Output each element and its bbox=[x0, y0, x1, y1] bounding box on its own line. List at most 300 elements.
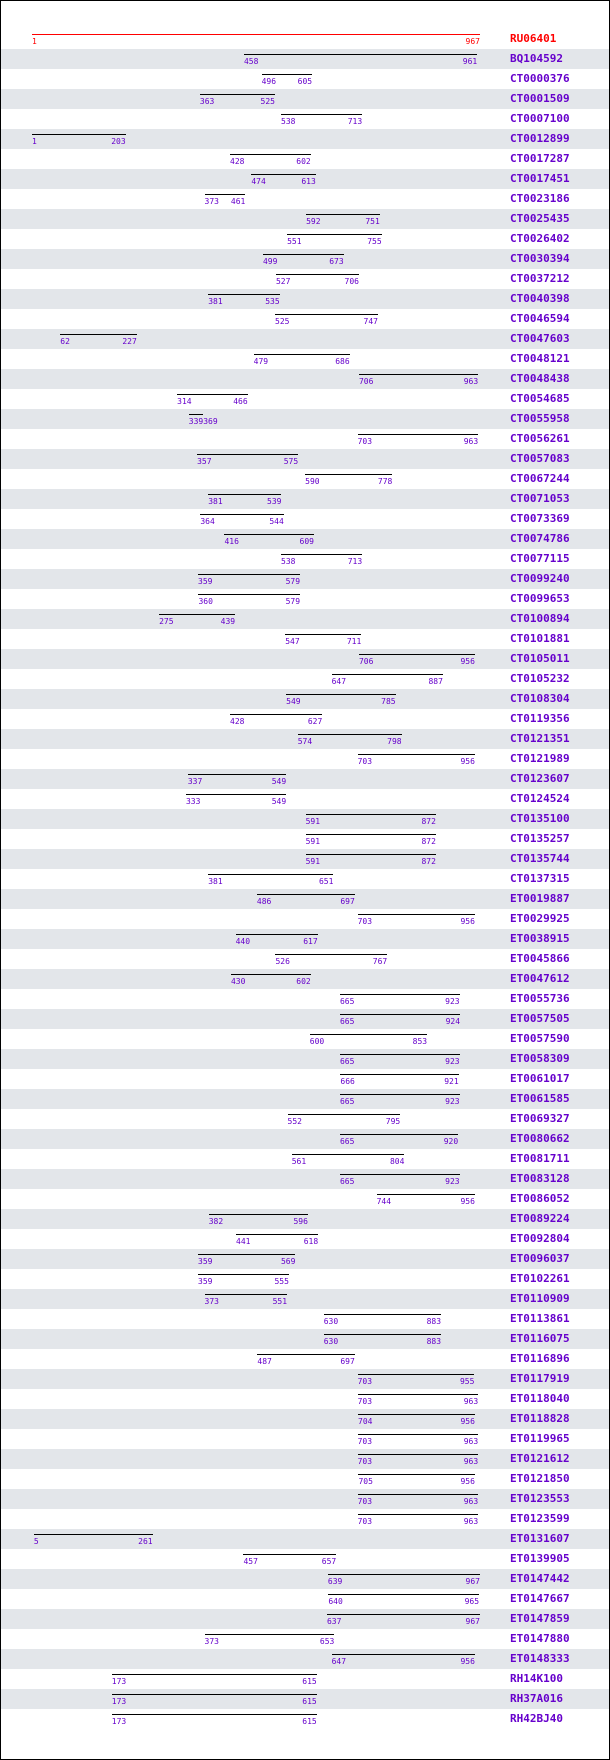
alignment-row bbox=[1, 169, 609, 189]
sequence-id-label: CT0121989 bbox=[510, 752, 570, 765]
start-position-label: 527 bbox=[275, 277, 291, 286]
start-position-label: 547 bbox=[285, 637, 300, 646]
alignment-segment bbox=[200, 514, 283, 515]
end-position-label: 883 bbox=[426, 1337, 442, 1346]
sequence-id-label: ET0080662 bbox=[510, 1132, 570, 1145]
alignment-row bbox=[1, 1449, 609, 1469]
start-position-label: 706 bbox=[358, 377, 374, 386]
sequence-id-label: ET0102261 bbox=[510, 1272, 570, 1285]
alignment-row bbox=[1, 1509, 609, 1529]
alignment-segment bbox=[340, 1174, 460, 1175]
start-position-label: 173 bbox=[111, 1677, 127, 1686]
start-position-label: 487 bbox=[257, 1357, 272, 1366]
start-position-label: 591 bbox=[305, 857, 321, 866]
start-position-label: 706 bbox=[358, 657, 374, 666]
start-position-label: 373 bbox=[204, 197, 219, 206]
alignment-row bbox=[1, 969, 609, 989]
sequence-id-label: CT0023186 bbox=[510, 192, 570, 205]
alignment-segment bbox=[230, 154, 311, 155]
alignment-row bbox=[1, 349, 609, 369]
start-position-label: 360 bbox=[198, 597, 213, 606]
alignment-row bbox=[1, 569, 609, 589]
sequence-id-label: ET0139905 bbox=[510, 1552, 570, 1565]
sequence-id-label: CT0108304 bbox=[510, 692, 570, 705]
alignment-row bbox=[1, 729, 609, 749]
alignment-segment bbox=[377, 1194, 475, 1195]
end-position-label: 697 bbox=[340, 1357, 355, 1366]
alignment-segment bbox=[292, 1154, 405, 1155]
alignment-row bbox=[1, 1409, 609, 1429]
sequence-id-label: CT0067244 bbox=[510, 472, 570, 485]
alignment-segment bbox=[198, 594, 300, 595]
alignment-row bbox=[1, 1129, 609, 1149]
alignment-row bbox=[1, 1369, 609, 1389]
start-position-label: 486 bbox=[256, 897, 272, 906]
end-position-label: 549 bbox=[271, 797, 287, 806]
alignment-segment bbox=[186, 794, 286, 795]
start-position-label: 705 bbox=[358, 1477, 373, 1486]
sequence-id-label: ET0116075 bbox=[510, 1332, 570, 1345]
start-position-label: 359 bbox=[198, 1257, 213, 1266]
alignment-row bbox=[1, 329, 609, 349]
end-position-label: 535 bbox=[265, 297, 280, 306]
end-position-label: 539 bbox=[267, 497, 282, 506]
alignment-segment bbox=[208, 874, 333, 875]
end-position-label: 924 bbox=[445, 1017, 461, 1026]
alignment-row bbox=[1, 129, 609, 149]
start-position-label: 373 bbox=[204, 1297, 219, 1306]
sequence-id-label: ET0089224 bbox=[510, 1212, 570, 1225]
end-position-label: 963 bbox=[463, 1517, 479, 1526]
start-position-label: 552 bbox=[287, 1117, 302, 1126]
alignment-segment bbox=[112, 1674, 317, 1675]
alignment-row bbox=[1, 909, 609, 929]
alignment-row bbox=[1, 1149, 609, 1169]
sequence-id-label: CT0012899 bbox=[510, 132, 570, 145]
start-position-label: 381 bbox=[208, 497, 223, 506]
start-position-label: 640 bbox=[328, 1597, 343, 1606]
end-position-label: 466 bbox=[233, 397, 248, 406]
alignment-segment bbox=[306, 834, 436, 835]
end-position-label: 965 bbox=[464, 1597, 480, 1606]
start-position-label: 173 bbox=[111, 1697, 127, 1706]
alignment-segment bbox=[251, 174, 315, 175]
end-position-label: 525 bbox=[260, 97, 275, 106]
alignment-row bbox=[1, 789, 609, 809]
alignment-segment bbox=[281, 114, 362, 115]
sequence-id-label: CT0037212 bbox=[510, 272, 570, 285]
sequence-id-label: ET0110909 bbox=[510, 1292, 570, 1305]
end-position-label: 872 bbox=[421, 817, 436, 826]
sequence-id-label: ET0045866 bbox=[510, 952, 570, 965]
alignment-row bbox=[1, 109, 609, 129]
start-position-label: 665 bbox=[339, 1097, 355, 1106]
alignment-row bbox=[1, 1529, 609, 1549]
start-position-label: 551 bbox=[287, 237, 302, 246]
alignment-segment bbox=[276, 274, 359, 275]
start-position-label: 430 bbox=[230, 977, 246, 986]
sequence-id-label: ET0038915 bbox=[510, 932, 570, 945]
sequence-id-label: ET0069327 bbox=[510, 1112, 570, 1125]
sequence-id-label: CT0048438 bbox=[510, 372, 570, 385]
sequence-id-label: CT0055958 bbox=[510, 412, 570, 425]
alignment-segment bbox=[324, 1334, 441, 1335]
start-position-label: 647 bbox=[331, 1657, 347, 1666]
start-position-label: 441 bbox=[236, 1237, 251, 1246]
alignment-segment bbox=[198, 1254, 295, 1255]
alignment-segment bbox=[306, 814, 436, 815]
start-position-label: 357 bbox=[197, 457, 212, 466]
sequence-id-label: CT0047603 bbox=[510, 332, 570, 345]
alignment-row bbox=[1, 1189, 609, 1209]
end-position-label: 751 bbox=[365, 217, 380, 226]
sequence-id-label: CT0101881 bbox=[510, 632, 570, 645]
sequence-id-label: ET0123599 bbox=[510, 1512, 570, 1525]
sequence-id-label: CT0135744 bbox=[510, 852, 570, 865]
start-position-label: 364 bbox=[200, 517, 215, 526]
alignment-segment bbox=[254, 354, 350, 355]
start-position-label: 62 bbox=[60, 337, 70, 346]
start-position-label: 647 bbox=[331, 677, 347, 686]
sequence-id-label: ET0092804 bbox=[510, 1232, 570, 1245]
alignment-row bbox=[1, 1229, 609, 1249]
alignment-row bbox=[1, 1589, 609, 1609]
alignment-segment bbox=[198, 574, 300, 575]
end-position-label: 923 bbox=[445, 1097, 460, 1106]
alignment-segment bbox=[358, 1434, 479, 1435]
start-position-label: 1 bbox=[32, 37, 37, 46]
sequence-id-label: CT0099653 bbox=[510, 592, 570, 605]
start-position-label: 538 bbox=[281, 557, 296, 566]
alignment-segment bbox=[205, 1294, 288, 1295]
start-position-label: 359 bbox=[198, 1277, 213, 1286]
sequence-id-label: ET0121850 bbox=[510, 1472, 570, 1485]
sequence-id-label: ET0081711 bbox=[510, 1152, 570, 1165]
start-position-label: 526 bbox=[275, 957, 290, 966]
sequence-id-label: CT0123607 bbox=[510, 772, 570, 785]
sequence-id-label: CT0025435 bbox=[510, 212, 570, 225]
start-position-label: 666 bbox=[340, 1077, 355, 1086]
alignment-segment bbox=[358, 914, 475, 915]
end-position-label: 956 bbox=[460, 1477, 475, 1486]
end-position-label: 795 bbox=[385, 1117, 401, 1126]
alignment-segment bbox=[198, 1274, 289, 1275]
range-label: 339369 bbox=[188, 417, 218, 426]
start-position-label: 600 bbox=[309, 1037, 325, 1046]
alignment-segment bbox=[287, 234, 382, 235]
alignment-row bbox=[1, 449, 609, 469]
alignment-row bbox=[1, 1489, 609, 1509]
sequence-id-label: ET0117919 bbox=[510, 1372, 570, 1385]
start-position-label: 381 bbox=[208, 297, 223, 306]
end-position-label: 615 bbox=[302, 1677, 317, 1686]
sequence-id-label: ET0147880 bbox=[510, 1632, 570, 1645]
alignment-row bbox=[1, 1689, 609, 1709]
start-position-label: 363 bbox=[199, 97, 215, 106]
alignment-segment bbox=[327, 1614, 480, 1615]
start-position-label: 630 bbox=[323, 1337, 339, 1346]
sequence-id-label: CT0121351 bbox=[510, 732, 570, 745]
alignment-segment bbox=[285, 634, 361, 635]
end-position-label: 767 bbox=[372, 957, 388, 966]
alignment-segment bbox=[306, 214, 380, 215]
alignment-segment bbox=[159, 614, 235, 615]
alignment-segment bbox=[332, 674, 443, 675]
end-position-label: 967 bbox=[465, 37, 480, 46]
start-position-label: 525 bbox=[275, 317, 290, 326]
start-position-label: 428 bbox=[230, 157, 245, 166]
alignment-row bbox=[1, 589, 609, 609]
end-position-label: 653 bbox=[319, 1637, 335, 1646]
alignment-segment bbox=[60, 334, 137, 335]
alignment-segment bbox=[205, 194, 246, 195]
sequence-id-label: CT0030394 bbox=[510, 252, 570, 265]
start-position-label: 665 bbox=[339, 1017, 355, 1026]
sequence-id-label: CT0000376 bbox=[510, 72, 570, 85]
alignment-segment bbox=[262, 74, 313, 75]
start-position-label: 474 bbox=[251, 177, 266, 186]
sequence-id-label: CT0119356 bbox=[510, 712, 570, 725]
sequence-id-label: CT0099240 bbox=[510, 572, 570, 585]
start-position-label: 637 bbox=[326, 1617, 342, 1626]
end-position-label: 686 bbox=[335, 357, 350, 366]
sequence-id-label: ET0058309 bbox=[510, 1052, 570, 1065]
alignment-segment bbox=[358, 1514, 479, 1515]
alignment-segment bbox=[298, 734, 402, 735]
end-position-label: 755 bbox=[367, 237, 382, 246]
sequence-id-label: CT0046594 bbox=[510, 312, 570, 325]
end-position-label: 872 bbox=[421, 837, 436, 846]
sequence-id-label: ET0113861 bbox=[510, 1312, 570, 1325]
end-position-label: 602 bbox=[296, 157, 311, 166]
alignment-row bbox=[1, 469, 609, 489]
alignment-row bbox=[1, 429, 609, 449]
end-position-label: 956 bbox=[460, 757, 475, 766]
alignment-row bbox=[1, 69, 609, 89]
alignment-segment bbox=[189, 414, 203, 415]
alignment-row bbox=[1, 389, 609, 409]
end-position-label: 963 bbox=[463, 1457, 479, 1466]
alignment-segment bbox=[358, 1414, 475, 1415]
start-position-label: 703 bbox=[357, 757, 373, 766]
start-position-label: 703 bbox=[357, 1457, 373, 1466]
sequence-id-label: ET0055736 bbox=[510, 992, 570, 1005]
alignment-segment bbox=[340, 1054, 460, 1055]
sequence-id-label: ET0086052 bbox=[510, 1192, 570, 1205]
sequence-id-label: ET0019887 bbox=[510, 892, 570, 905]
start-position-label: 314 bbox=[177, 397, 192, 406]
start-position-label: 337 bbox=[187, 777, 203, 786]
alignment-row bbox=[1, 549, 609, 569]
alignment-row bbox=[1, 1009, 609, 1029]
start-position-label: 591 bbox=[305, 817, 321, 826]
sequence-id-label: CT0017287 bbox=[510, 152, 570, 165]
alignment-segment bbox=[257, 1354, 354, 1355]
start-position-label: 703 bbox=[357, 1497, 373, 1506]
sequence-id-label: CT0040398 bbox=[510, 292, 570, 305]
end-position-label: 967 bbox=[465, 1577, 480, 1586]
alignment-row bbox=[1, 1629, 609, 1649]
start-position-label: 704 bbox=[358, 1417, 373, 1426]
sequence-id-label: ET0047612 bbox=[510, 972, 570, 985]
alignment-segment bbox=[340, 1094, 460, 1095]
sequence-id-label: CT0057083 bbox=[510, 452, 570, 465]
sequence-id-label: ET0029925 bbox=[510, 912, 570, 925]
end-position-label: 261 bbox=[138, 1537, 153, 1546]
sequence-id-label: RU06401 bbox=[510, 32, 557, 45]
start-position-label: 479 bbox=[253, 357, 269, 366]
alignment-segment bbox=[231, 974, 311, 975]
alignment-segment bbox=[32, 34, 480, 35]
end-position-label: 697 bbox=[340, 897, 355, 906]
start-position-label: 703 bbox=[357, 1397, 373, 1406]
sequence-id-label: ET0147667 bbox=[510, 1592, 570, 1605]
alignment-segment bbox=[208, 494, 281, 495]
alignment-segment bbox=[275, 954, 387, 955]
alignment-row bbox=[1, 1429, 609, 1449]
sequence-id-label: ET0123553 bbox=[510, 1492, 570, 1505]
end-position-label: 673 bbox=[329, 257, 344, 266]
sequence-id-label: ET0118040 bbox=[510, 1392, 570, 1405]
sequence-id-label: RH37A016 bbox=[510, 1692, 563, 1705]
alignment-row bbox=[1, 929, 609, 949]
end-position-label: 778 bbox=[377, 477, 393, 486]
alignment-row bbox=[1, 1609, 609, 1629]
alignment-segment bbox=[305, 474, 392, 475]
alignment-row bbox=[1, 1709, 609, 1729]
alignment-segment bbox=[310, 1034, 427, 1035]
alignment-row bbox=[1, 949, 609, 969]
reference-row bbox=[1, 29, 609, 49]
start-position-label: 703 bbox=[357, 1517, 373, 1526]
end-position-label: 798 bbox=[387, 737, 402, 746]
alignment-row bbox=[1, 749, 609, 769]
start-position-label: 440 bbox=[235, 937, 251, 946]
alignment-segment bbox=[112, 1714, 317, 1715]
alignment-row bbox=[1, 309, 609, 329]
alignment-segment bbox=[324, 1314, 441, 1315]
sequence-id-label: ET0118828 bbox=[510, 1412, 570, 1425]
start-position-label: 457 bbox=[243, 1557, 258, 1566]
alignment-row bbox=[1, 1049, 609, 1069]
start-position-label: 496 bbox=[261, 77, 277, 86]
end-position-label: 963 bbox=[463, 377, 479, 386]
alignment-row bbox=[1, 709, 609, 729]
alignment-row bbox=[1, 409, 609, 429]
alignment-row bbox=[1, 89, 609, 109]
sequence-id-label: ET0061017 bbox=[510, 1072, 570, 1085]
alignment-segment bbox=[359, 374, 478, 375]
alignment-row bbox=[1, 529, 609, 549]
end-position-label: 609 bbox=[299, 537, 314, 546]
start-position-label: 359 bbox=[198, 577, 213, 586]
end-position-label: 627 bbox=[307, 717, 323, 726]
alignment-segment bbox=[112, 1694, 317, 1695]
alignment-segment bbox=[358, 1374, 475, 1375]
start-position-label: 592 bbox=[306, 217, 321, 226]
start-position-label: 703 bbox=[357, 1377, 373, 1386]
alignment-row bbox=[1, 609, 609, 629]
sequence-id-label: CT0048121 bbox=[510, 352, 570, 365]
alignment-segment bbox=[358, 1394, 479, 1395]
alignment-row bbox=[1, 849, 609, 869]
end-position-label: 713 bbox=[347, 557, 363, 566]
alignment-row bbox=[1, 1349, 609, 1369]
sequence-id-label: CT0135100 bbox=[510, 812, 570, 825]
start-position-label: 428 bbox=[230, 717, 245, 726]
sequence-id-label: CT0137315 bbox=[510, 872, 570, 885]
end-position-label: 713 bbox=[347, 117, 363, 126]
alignment-row bbox=[1, 249, 609, 269]
alignment-segment bbox=[328, 1574, 480, 1575]
start-position-label: 5 bbox=[33, 1537, 39, 1546]
alignment-segment bbox=[244, 54, 477, 55]
sequence-id-label: ET0057590 bbox=[510, 1032, 570, 1045]
alignment-segment bbox=[358, 1474, 474, 1475]
end-position-label: 963 bbox=[463, 437, 479, 446]
alignment-segment bbox=[275, 314, 378, 315]
end-position-label: 613 bbox=[301, 177, 316, 186]
end-position-label: 955 bbox=[459, 1377, 475, 1386]
end-position-label: 967 bbox=[465, 1617, 480, 1626]
alignment-row bbox=[1, 509, 609, 529]
sequence-id-label: CT0135257 bbox=[510, 832, 570, 845]
start-position-label: 538 bbox=[281, 117, 296, 126]
alignment-segment bbox=[263, 254, 344, 255]
alignment-row bbox=[1, 1289, 609, 1309]
sequence-id-label: ET0057505 bbox=[510, 1012, 570, 1025]
sequence-id-label: CT0073369 bbox=[510, 512, 570, 525]
end-position-label: 651 bbox=[318, 877, 334, 886]
alignment-row bbox=[1, 1329, 609, 1349]
start-position-label: 665 bbox=[339, 1057, 355, 1066]
sequence-id-label: ET0096037 bbox=[510, 1252, 570, 1265]
sequence-id-label: CT0007100 bbox=[510, 112, 570, 125]
alignment-segment bbox=[332, 1654, 475, 1655]
end-position-label: 920 bbox=[443, 1137, 459, 1146]
alignment-segment bbox=[208, 294, 279, 295]
end-position-label: 544 bbox=[269, 517, 284, 526]
alignment-segment bbox=[224, 534, 314, 535]
end-position-label: 596 bbox=[293, 1217, 308, 1226]
alignment-segment bbox=[177, 394, 247, 395]
end-position-label: 615 bbox=[302, 1697, 317, 1706]
start-position-label: 458 bbox=[243, 57, 259, 66]
alignment-segment bbox=[197, 454, 298, 455]
alignment-segment bbox=[236, 934, 318, 935]
alignment-row bbox=[1, 1269, 609, 1289]
alignment-row bbox=[1, 649, 609, 669]
alignment-row bbox=[1, 769, 609, 789]
end-position-label: 963 bbox=[463, 1497, 479, 1506]
start-position-label: 703 bbox=[357, 1437, 373, 1446]
sequence-id-label: CT0124524 bbox=[510, 792, 570, 805]
alignment-row bbox=[1, 989, 609, 1009]
sequence-id-label: ET0147442 bbox=[510, 1572, 570, 1585]
alignment-segment bbox=[288, 1114, 401, 1115]
alignment-segment bbox=[340, 1134, 458, 1135]
end-position-label: 617 bbox=[303, 937, 318, 946]
alignment-row bbox=[1, 669, 609, 689]
alignment-row bbox=[1, 1309, 609, 1329]
end-position-label: 804 bbox=[389, 1157, 405, 1166]
alignment-row bbox=[1, 1249, 609, 1269]
end-position-label: 956 bbox=[460, 917, 475, 926]
alignment-row bbox=[1, 1469, 609, 1489]
sequence-id-label: ET0061585 bbox=[510, 1092, 570, 1105]
end-position-label: 872 bbox=[421, 857, 436, 866]
alignment-segment bbox=[230, 714, 322, 715]
